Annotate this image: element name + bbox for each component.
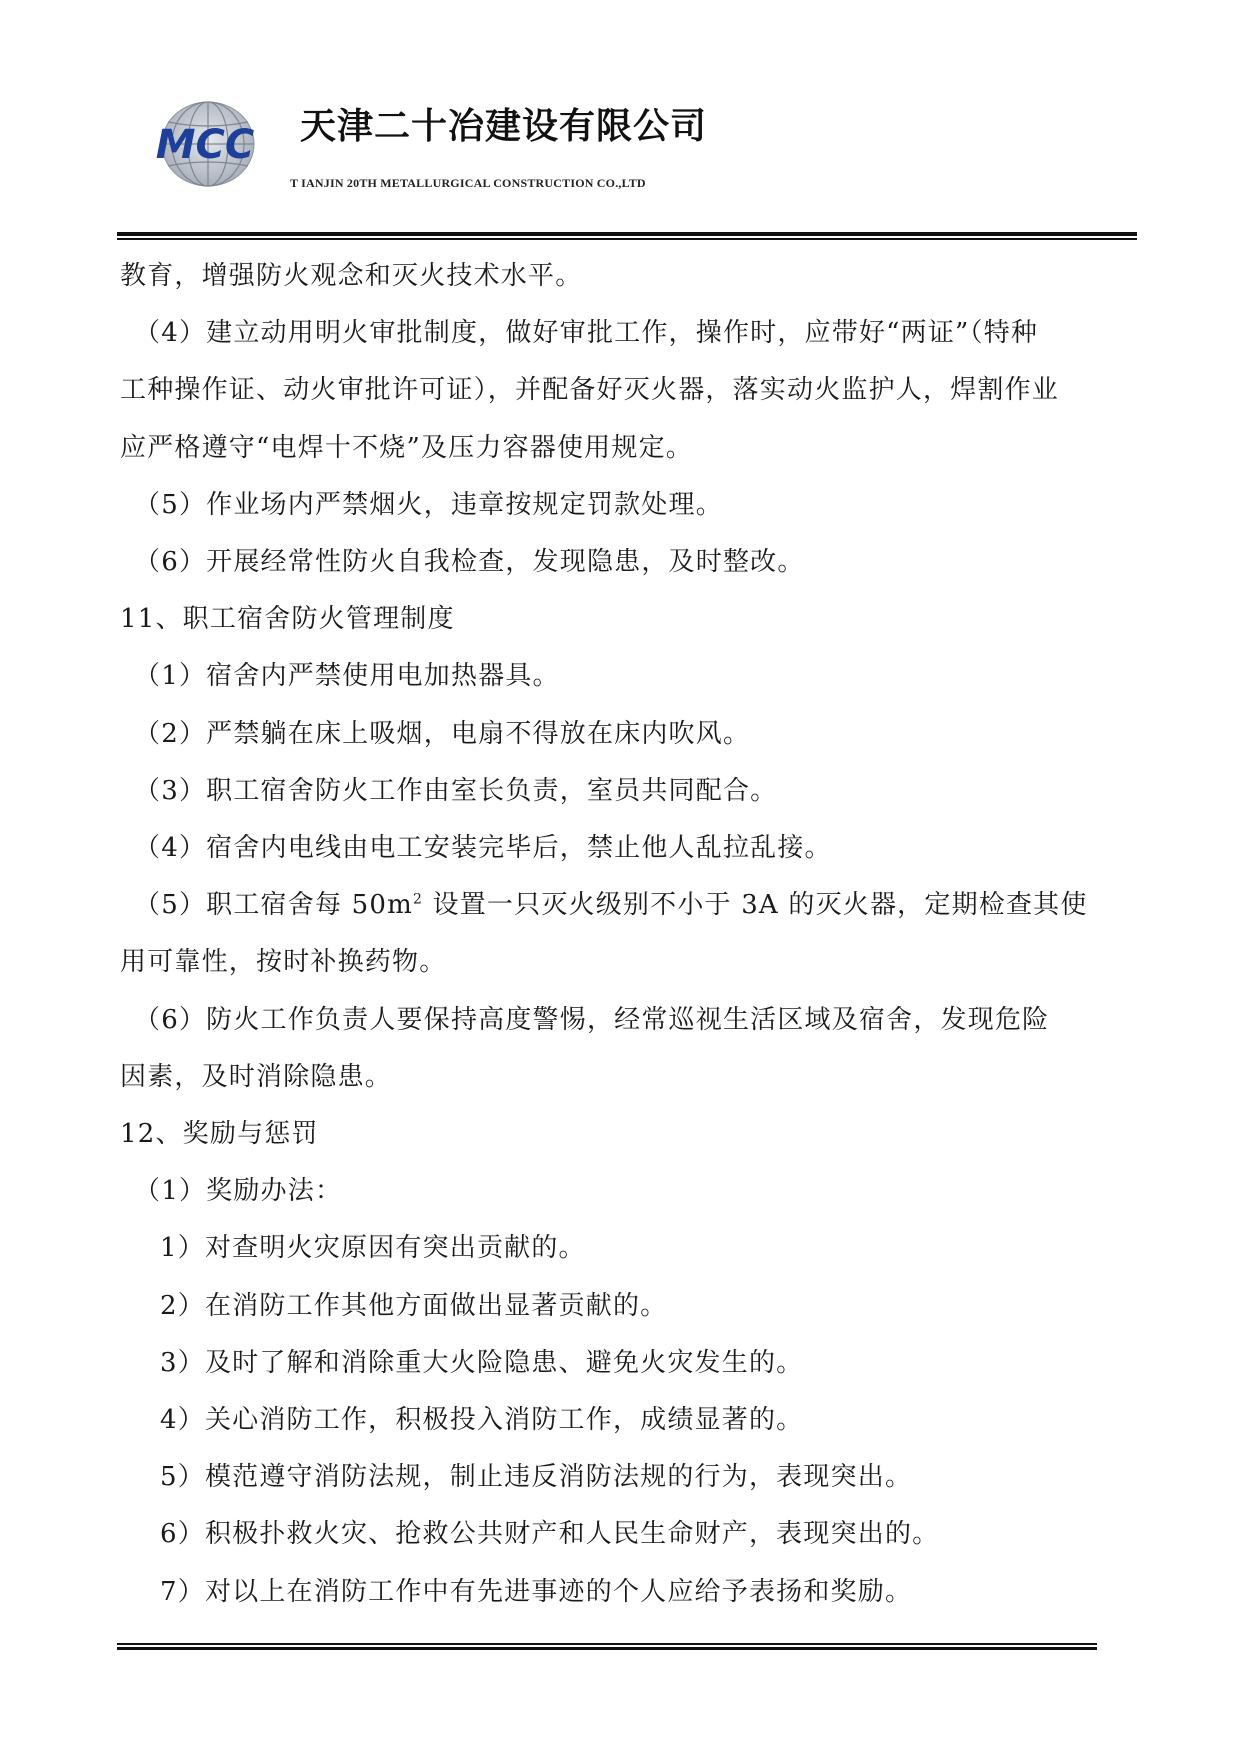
text-line: 教育，增强防火观念和灭火技术水平。 <box>120 261 583 291</box>
list-item: 2）在消防工作其他方面做出显著贡献的。 <box>160 1290 668 1321</box>
text-line <box>120 877 1135 934</box>
text-line: （1）奖励办法： <box>134 1176 343 1207</box>
list-item: 6）积极扑救火灾、抢救公共财产和人民生命财产，表现突出的。 <box>160 1519 940 1550</box>
section-heading: 11、职工宿舍防火管理制度 <box>120 604 455 635</box>
text-line: 工种操作证、动火审批许可证），并配备好灭火器，落实动火监护人，焊割作业 <box>120 375 1060 406</box>
list-item: 5）模范遵守消防法规，制止违反消防法规的行为，表现突出。 <box>160 1462 913 1493</box>
mcc-logo <box>130 100 280 192</box>
company-name-cn: 天津二十冶建设有限公司 <box>300 106 708 147</box>
text-line: （3）职工宿舍防火工作由室长负责，室员共同配合。 <box>134 775 778 806</box>
header-rule-thin <box>117 238 1137 240</box>
document-body <box>120 248 1135 1621</box>
footer-rule-thin <box>117 1643 1097 1645</box>
text-line: （6）防火工作负责人要保持高度警惕，经常巡视生活区域及宿舍，发现危险 <box>134 1004 1050 1035</box>
text-line: 用可靠性，按时补换药物。 <box>120 947 447 978</box>
header-rule-thick <box>117 232 1137 236</box>
company-name-en: T IANJIN 20TH METALLURGICAL CONSTRUCTION CO.,LTD <box>290 176 646 190</box>
text-line: 因素，及时消除隐患。 <box>120 1061 393 1092</box>
text-line: （6）开展经常性防火自我检查，发现隐患，及时整改。 <box>134 547 805 578</box>
text-line: （5）作业场内严禁烟火，违章按规定罚款处理。 <box>134 489 723 520</box>
list-item: 1）对查明火灾原因有突出贡献的。 <box>160 1233 586 1264</box>
list-item: 7）对以上在消防工作中有先进事迹的个人应给予表扬和奖励。 <box>160 1576 913 1607</box>
letterhead <box>0 0 1241 240</box>
superscript: 2 <box>412 891 424 908</box>
text-line: 应严格遵守“电焊十不烧”及压力容器使用规定。 <box>120 432 693 463</box>
text-segment: （5）职工宿舍每 50m <box>134 890 413 921</box>
text-line: （4）宿舍内电线由电工安装完毕后，禁止他人乱拉乱接。 <box>134 833 832 864</box>
footer-rule-thick <box>117 1647 1097 1650</box>
svg-text:MCC: MCC <box>155 122 255 168</box>
text-line: （1）宿舍内严禁使用电加热器具。 <box>134 661 560 692</box>
text-segment: 设置一只灭火级别不小于 3A 的灭火器，定期检查其使 <box>423 890 1088 921</box>
list-item: 3）及时了解和消除重大火险隐患、避免火灾发生的。 <box>160 1347 804 1378</box>
section-heading: 12、奖励与惩罚 <box>120 1119 319 1150</box>
list-item: 4）关心消防工作，积极投入消防工作，成绩显著的。 <box>160 1405 804 1436</box>
text-line: （4）建立动用明火审批制度，做好审批工作，操作时，应带好“两证”（特种 <box>134 318 1039 349</box>
text-line: （2）严禁躺在床上吸烟，电扇不得放在床内吹风。 <box>134 718 751 749</box>
